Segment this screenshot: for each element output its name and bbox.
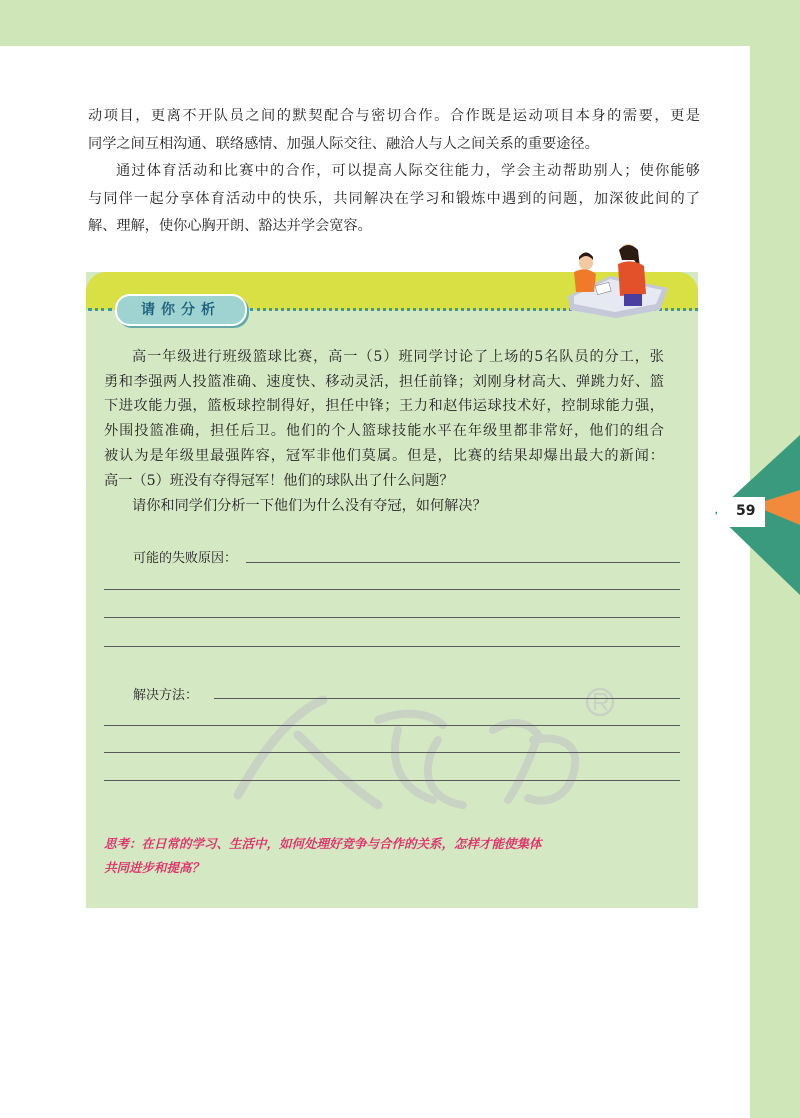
scenario-line: 勇和李强两人投篮准确、速度快、移动灵活，担任前锋；刘刚身材高大、弹跳力好、篮 <box>104 373 664 390</box>
page-number: 59 <box>736 503 756 519</box>
reasons-answer-line[interactable] <box>104 589 680 590</box>
activity-title-pill <box>115 294 247 326</box>
think-line: 思考：在日常的学习、生活中，如何处理好竞争与合作的关系，怎样才能使集体 <box>104 836 542 851</box>
reasons-label: 可能的失败原因： <box>133 551 238 566</box>
body-line: 解、理解，使你心胸开朗、豁达并学会宽容。 <box>88 218 372 234</box>
solutions-answer-line[interactable] <box>214 698 680 699</box>
activity-title: 请你分析 <box>141 302 221 318</box>
think-line: 共同进步和提高？ <box>104 860 205 875</box>
body-line: 与同伴一起分享体育活动中的快乐，共同解决在学习和锻炼中遇到的问题，加深彼此间的了 <box>88 190 700 207</box>
scenario-line: 外围投篮准确，担任后卫。他们的个人篮球技能水平在年级里都非常好，他们的组合 <box>104 423 664 440</box>
students-discussing-illustration <box>560 238 675 320</box>
scenario-text <box>104 345 664 519</box>
body-line: 动项目，更离不开队员之间的默契配合与密切合作。合作既是运动项目本身的需要，更是 <box>88 108 700 124</box>
dotted-divider <box>88 308 112 311</box>
solutions-label: 解决方法： <box>133 688 199 703</box>
body-line: 通过体育活动和比赛中的合作，可以提高人际交往能力，学会主动帮助别人；使你能够 <box>116 163 700 179</box>
reasons-answer-line[interactable] <box>246 562 680 563</box>
scenario-line: 下进攻能力强，篮板球控制得好，担任中锋；王力和赵伟运球技术好，控制球能力强， <box>104 398 664 415</box>
reasons-answer-line[interactable] <box>104 617 680 618</box>
solutions-answer-line[interactable] <box>104 780 680 781</box>
scenario-line: 被认为是年级里最强阵容，冠军非他们莫属。但是，比赛的结果却爆出最大的新闻： <box>104 447 664 464</box>
scenario-line: 高一年级进行班级篮球比赛，高一（5）班同学讨论了上场的5名队员的分工，张 <box>132 349 664 365</box>
think-prompt <box>104 832 680 880</box>
solutions-answer-line[interactable] <box>104 725 680 726</box>
top-green-band <box>0 0 800 46</box>
analysis-question: 请你和同学们分析一下他们为什么没有夺冠，如何解决？ <box>132 498 487 515</box>
solutions-answer-line[interactable] <box>104 752 680 753</box>
body-text <box>88 103 700 241</box>
scenario-line: 高一（5）班没有夺得冠军！他们的球队出了什么问题？ <box>104 472 454 489</box>
publisher-watermark <box>228 680 628 820</box>
body-line: 同学之间互相沟通、联络感情、加强人际交往、融洽人与人之间关系的重要途径。 <box>88 135 599 152</box>
reasons-answer-line[interactable] <box>104 646 680 647</box>
